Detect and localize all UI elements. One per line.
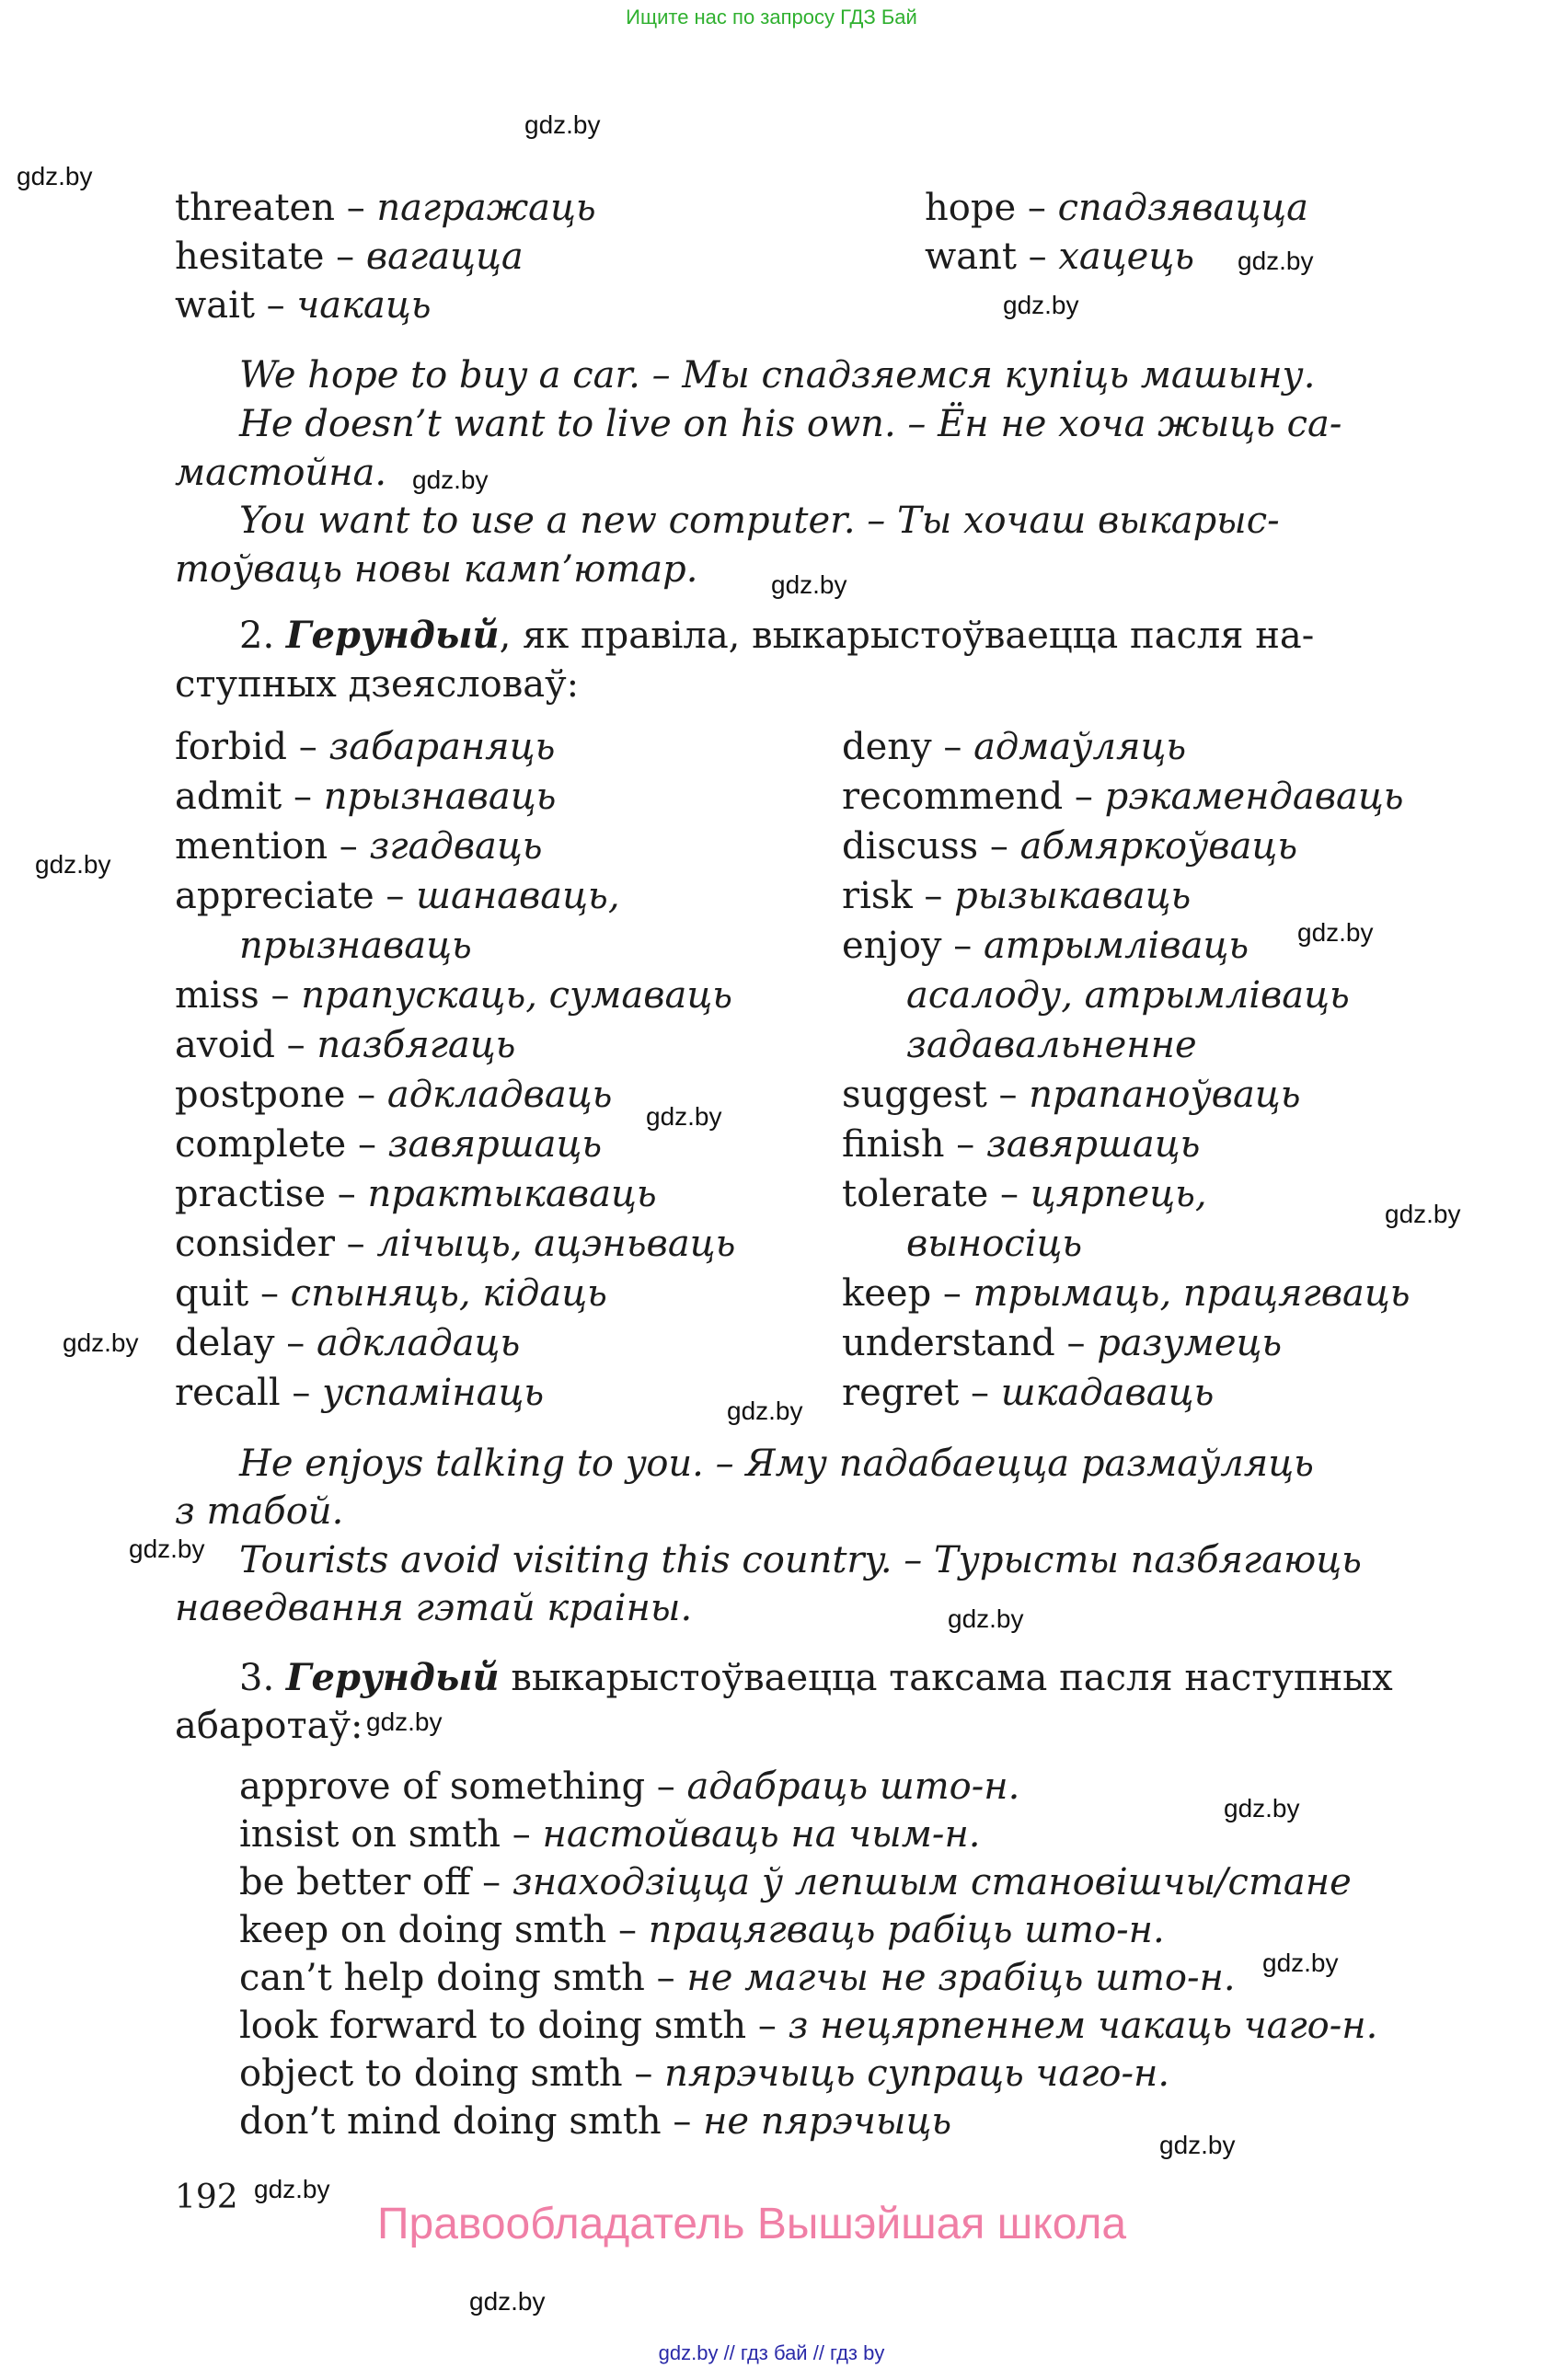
vocab-entry: miss – прапускаць, сумаваць bbox=[175, 974, 733, 1017]
phrase-entry: can’t help doing smth – не магчы не зрабіць што-н. bbox=[239, 1957, 1236, 1999]
footer-links[interactable]: gdz.by // гдз бай // гдз by bbox=[658, 2341, 885, 2364]
vocab-entry-cont: выносіць bbox=[906, 1223, 1083, 1265]
watermark: gdz.by bbox=[1385, 1200, 1461, 1228]
watermark: gdz.by bbox=[17, 162, 93, 190]
section-3-intro-cont: абаротаў: bbox=[175, 1705, 363, 1747]
vocab-entry: avoid – пазбягаць bbox=[175, 1024, 516, 1066]
vocab-entry: discuss – абмяркоўваць bbox=[842, 825, 1298, 868]
vocab-entry-cont: задавальненне bbox=[906, 1024, 1197, 1066]
watermark: gdz.by bbox=[63, 1328, 139, 1357]
phrase-entry: keep on doing smth – працягваць рабіць што-н. bbox=[239, 1909, 1165, 1951]
vocab-entry: enjoy – атрымліваць bbox=[842, 925, 1249, 967]
vocab-entry: delay – адкладаць bbox=[175, 1322, 521, 1364]
vocab-entry: quit – спыняць, кідаць bbox=[175, 1272, 607, 1315]
phrase-entry: be better off – знаходзіцца ў лепшым становішчы/стане bbox=[239, 1861, 1352, 1903]
watermark: gdz.by bbox=[727, 1397, 803, 1425]
vocab-entry: finish – завяршаць bbox=[842, 1123, 1201, 1166]
phrase-entry: don’t mind doing smth – не пярэчыць bbox=[239, 2100, 952, 2143]
section-2-intro-cont: ступных дзеясловаў: bbox=[175, 663, 580, 706]
example-sentence: тоўваць новы камп’ютар. bbox=[175, 548, 698, 591]
watermark: gdz.by bbox=[1003, 291, 1079, 319]
vocab-entry: deny – адмаўляць bbox=[842, 726, 1187, 768]
example-sentence: наведвання гэтай краіны. bbox=[175, 1587, 693, 1629]
page-number: 192 bbox=[175, 2179, 238, 2216]
example-sentence: We hope to buy a car. – Мы спадзяемся купіць машыну. bbox=[239, 354, 1316, 397]
example-sentence: You want to use a new computer. – Ты хочаш выкарыс- bbox=[239, 500, 1280, 542]
vocab-entry: recommend – рэкамендаваць bbox=[842, 776, 1404, 818]
vocab-entry: appreciate – шанаваць, bbox=[175, 875, 620, 917]
example-sentence: Tourists avoid visiting this country. – Турысты пазбягаюць bbox=[239, 1539, 1362, 1581]
vocab-entry: practise – практыкаваць bbox=[175, 1173, 657, 1215]
header-search-link[interactable]: Ищите нас по запросу ГДЗ Бай bbox=[626, 6, 917, 29]
vocab-entry: consider – лічыць, ацэньваць bbox=[175, 1223, 736, 1265]
copyright-holder: Правообладатель Вышэйшая школа bbox=[377, 2200, 1127, 2248]
vocab-entry: recall – успамінаць bbox=[175, 1372, 545, 1414]
vocab-entry: tolerate – цярпець, bbox=[842, 1173, 1207, 1215]
vocab-entry: regret – шкадаваць bbox=[842, 1372, 1215, 1414]
vocab-entry: keep – трымаць, працягваць bbox=[842, 1272, 1411, 1315]
watermark: gdz.by bbox=[524, 110, 601, 139]
vocab-entry: mention – згадваць bbox=[175, 825, 543, 868]
section-2-intro: 2. Герундый, як правіла, выкарыстоўваецца пасля на- bbox=[239, 614, 1315, 657]
watermark: gdz.by bbox=[1238, 247, 1314, 275]
vocab-entry: risk – рызыкаваць bbox=[842, 875, 1192, 917]
watermark: gdz.by bbox=[254, 2175, 330, 2203]
watermark: gdz.by bbox=[1224, 1794, 1300, 1822]
watermark: gdz.by bbox=[366, 1707, 443, 1736]
watermark: gdz.by bbox=[469, 2287, 546, 2316]
phrase-entry: look forward to doing smth – з нецярпеннем чакаць чаго-н. bbox=[239, 2005, 1378, 2047]
example-sentence: мастойна. bbox=[175, 452, 387, 494]
vocab-entry-cont: прызнаваць bbox=[239, 925, 472, 967]
watermark: gdz.by bbox=[1262, 1949, 1339, 1977]
watermark: gdz.by bbox=[1297, 918, 1374, 947]
vocab-entry: admit – прызнаваць bbox=[175, 776, 557, 818]
example-sentence: He enjoys talking to you. – Яму падабаецца размаўляць bbox=[239, 1443, 1314, 1485]
watermark: gdz.by bbox=[1159, 2131, 1236, 2159]
vocab-entry: wait – чакаць bbox=[175, 284, 432, 327]
vocab-entry-cont: асалоду, атрымліваць bbox=[906, 974, 1350, 1017]
phrase-entry: object to doing smth – пярэчыць супраць чаго-н. bbox=[239, 2052, 1170, 2095]
watermark: gdz.by bbox=[35, 850, 111, 879]
watermark: gdz.by bbox=[412, 466, 489, 494]
vocab-entry: understand – разумець bbox=[842, 1322, 1283, 1364]
vocab-entry: threaten – пагражаць bbox=[175, 187, 596, 229]
watermark: gdz.by bbox=[948, 1604, 1024, 1633]
phrase-entry: insist on smth – настойваць на чым-н. bbox=[239, 1813, 981, 1856]
vocab-entry: complete – завяршаць bbox=[175, 1123, 603, 1166]
watermark: gdz.by bbox=[129, 1535, 205, 1563]
vocab-entry: want – хацець bbox=[925, 236, 1195, 278]
vocab-entry: hesitate – вагацца bbox=[175, 236, 524, 278]
watermark: gdz.by bbox=[771, 570, 847, 599]
example-sentence: з табой. bbox=[175, 1490, 344, 1533]
vocab-entry: postpone – адкладваць bbox=[175, 1074, 613, 1116]
example-sentence: He doesn’t want to live on his own. – Ён не хоча жыць са- bbox=[239, 403, 1342, 445]
phrase-entry: approve of something – адабраць што-н. bbox=[239, 1765, 1020, 1808]
section-3-intro: 3. Герундый выкарыстоўваецца таксама пасля наступных bbox=[239, 1656, 1393, 1699]
vocab-entry: suggest – прапаноўваць bbox=[842, 1074, 1301, 1116]
watermark: gdz.by bbox=[646, 1102, 722, 1131]
vocab-entry: forbid – забараняць bbox=[175, 726, 556, 768]
vocab-entry: hope – спадзявацца bbox=[925, 187, 1309, 229]
